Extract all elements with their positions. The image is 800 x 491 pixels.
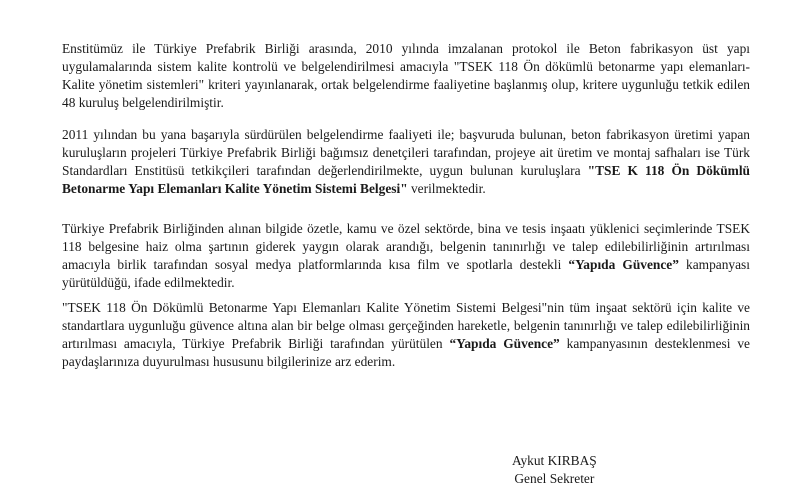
certificate-name-bold: "TSE K 118 Ön Dökümlü Betonarme Yapı Elemanları Kalite Yönetim Sistemi Belgesi" xyxy=(62,163,751,196)
paragraph-request xyxy=(62,299,750,371)
paragraph-text: "TSEK 118 Ön Dökümlü Betonarme Yapı Elemanları Kalite Yönetim Sistemi Belgesi"nin tüm inşaat sektörü için kalite ve standartlara uygunluğu güvence altına alan bir belge olması gerçeğinden hareketle, belgenin tanınırlığı ve talep edilebilirliğinin artırılması amacıyla, Türkiye Prefabrik Birliği tarafından yürütülen xyxy=(62,300,750,351)
signature-block xyxy=(512,452,597,488)
paragraph-certification xyxy=(62,126,750,198)
campaign-name-bold: “Yapıda Güvence” xyxy=(568,257,679,272)
campaign-name-bold: “Yapıda Güvence” xyxy=(449,336,560,351)
paragraph-text: kampanyasının desteklenmesi ve paydaşlarınıza duyurulması hususunu bilgilerinize arz ederim. xyxy=(62,336,750,369)
paragraph-campaign-info xyxy=(62,220,750,292)
paragraph-text: Türkiye Prefabrik Birliğinden alınan bilgide özetle, kamu ve özel sektörde, bina ve tesis inşaatı yüklenici seçimlerinde TSEK 118 belgesine haiz olma şartının giderek yaygın olarak arandığı, belgenin tanınırlığı ve talep edilebilirliğinin artırılması amacıyla birlik tarafından sosyal medya platformlarında kısa film ve spotlarla destekli xyxy=(62,221,750,272)
paragraph-text: kampanyası yürütüldüğü, ifade edilmektedir. xyxy=(62,257,750,290)
paragraph-text: verilmektedir. xyxy=(407,181,486,196)
paragraph-protocol xyxy=(62,40,750,112)
signer-title: Genel Sekreter xyxy=(514,471,595,486)
paragraph-text: Enstitümüz ile Türkiye Prefabrik Birliği arasında, 2010 yılında imzalanan protokol ile Beton fabrikasyon üst yapı uygulamalarında sistem kalite kontrolü ve belgelendirilmesi amacıyla "TSEK 118 Ön dökümlü betonarme yapı elemanları- Kalite yönetim sistemleri" kriteri yayınlanarak, ortak belgelendirme faaliyetine başlanmış olup, kritere uygunluğu tetkik edilen 48 kuruluş belgelendirilmiştir. xyxy=(62,41,750,110)
signer-name: Aykut KIRBAŞ xyxy=(512,453,597,468)
paragraph-text: 2011 yılından bu yana başarıyla sürdürülen belgelendirme faaliyeti ile; başvuruda bulunan, beton fabrikasyon üretimi yapan kuruluşların projeleri Türkiye Prefabrik Birliği bağımsız denetçileri tarafından, projeye ait üretim ve montaj safhaları ise Türk Standardları Enstitüsü tetkikçileri tarafından değerlendirilmekte, uygun bulunan kuruluşlara xyxy=(62,127,750,178)
